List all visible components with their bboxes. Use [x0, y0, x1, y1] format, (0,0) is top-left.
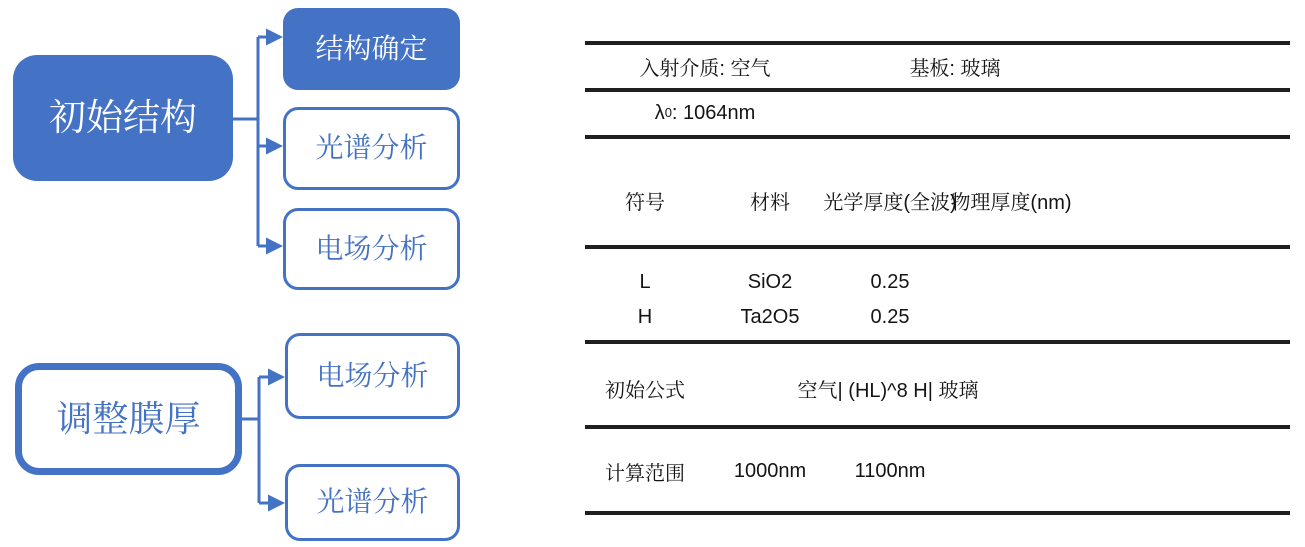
- flow-node-initial-structure: [13, 55, 233, 181]
- arrowhead-icon: [268, 369, 285, 386]
- table-rule: [585, 340, 1290, 344]
- column-header-physical-thickness: 物理厚度(nm): [950, 191, 1072, 214]
- reference-wavelength-value: λ 0 : 1064nm: [654, 101, 756, 124]
- layer-physical-thickness: [950, 267, 1072, 297]
- connector-arrowheads-initial: [266, 29, 283, 255]
- arrowhead-icon: [266, 238, 283, 255]
- column-header-optical-thickness: 光学厚度(全波): [823, 191, 957, 214]
- flow-node-label: 光谱分析: [316, 486, 429, 518]
- flow-node-spectral-analysis-1: [283, 107, 460, 190]
- flow-node-label: 光谱分析: [315, 132, 428, 164]
- layer-symbol: H: [637, 305, 653, 328]
- flow-node-structure-determine: [283, 8, 460, 90]
- table-rule: [585, 245, 1290, 249]
- layer-physical-thickness: [950, 302, 1072, 332]
- layer-optical-thickness: 0.25: [870, 270, 910, 293]
- initial-formula-value: 空气| (HL)^8 H| 玻璃: [797, 379, 979, 402]
- connector-group-adjust: [242, 377, 270, 503]
- arrowhead-icon: [268, 495, 285, 512]
- flow-node-label: 结构确定: [315, 32, 428, 64]
- connector-arrowheads-adjust: [268, 369, 285, 512]
- flow-node-label: 电场分析: [316, 359, 429, 391]
- substrate-value: 基板: 玻璃: [909, 57, 1001, 80]
- incident-medium-value: 入射介质: 空气: [639, 57, 771, 80]
- arrowhead-icon: [266, 29, 283, 46]
- flow-node-efield-analysis-1: [283, 208, 460, 290]
- layer-optical-thickness: 0.25: [870, 305, 910, 328]
- calc-range-min: 1000nm: [733, 459, 807, 482]
- column-header-symbol: 符号: [625, 191, 665, 214]
- table-rule: [585, 135, 1290, 139]
- flow-node-label: 调整膜厚: [56, 398, 201, 440]
- flow-node-label: 初始结构: [49, 96, 197, 138]
- connector-group-initial: [233, 37, 268, 246]
- table-rule: [585, 41, 1290, 45]
- initial-formula-label: 初始公式: [605, 379, 685, 402]
- flow-node-adjust-thickness: [15, 363, 242, 475]
- table-rule: [585, 511, 1290, 515]
- layer-symbol: L: [639, 270, 651, 293]
- flow-node-efield-analysis-2: [285, 333, 460, 419]
- column-header-material: 材料: [750, 191, 790, 214]
- table-rule: [585, 425, 1290, 429]
- lambda-rest: : 1064nm: [671, 101, 756, 124]
- lambda-symbol: λ: [654, 101, 665, 124]
- calc-range-max: 1100nm: [854, 459, 926, 482]
- layer-material: Ta2O5: [740, 305, 800, 328]
- flow-node-label: 电场分析: [315, 232, 428, 264]
- calc-range-label: 计算范围: [605, 462, 685, 485]
- table-rule: [585, 88, 1290, 92]
- arrowhead-icon: [266, 138, 283, 155]
- flow-node-spectral-analysis-2: [285, 464, 460, 541]
- layer-material: SiO2: [747, 270, 793, 293]
